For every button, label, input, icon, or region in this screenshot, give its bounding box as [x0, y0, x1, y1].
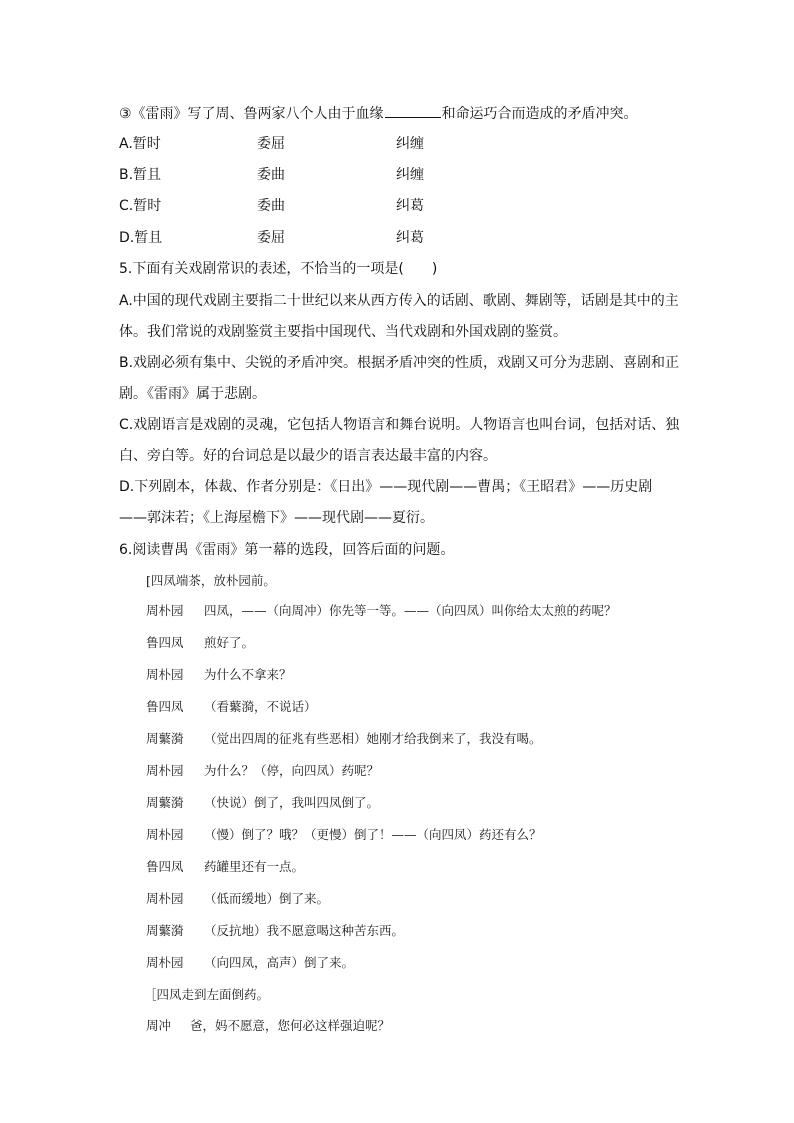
fill-blank	[385, 103, 441, 118]
option-label: D.暂且	[119, 230, 163, 246]
q5-line: C.戏剧语言是戏剧的灵魂，它包括人物语言和舞台说明。人物语言也叫台词，包括对话、独	[119, 417, 680, 433]
stage-direction: [四凤端茶，放朴园前。	[146, 573, 276, 588]
speech: 为什么不拿来？	[204, 667, 292, 682]
option-word-2: 委曲	[257, 167, 285, 183]
q3-stem-before: ③《雷雨》写了周、鲁两家八个人由于血缘	[119, 106, 384, 122]
option-word-2: 委曲	[257, 198, 285, 214]
speech: 药罐里还有一点。	[204, 859, 305, 874]
speaker: 周朴园	[146, 603, 184, 618]
option-word-2: 委屈	[257, 136, 285, 152]
speaker: 周朴园	[146, 827, 184, 842]
speech: （看蘩漪，不说话）	[204, 699, 317, 714]
dialogue-line	[146, 762, 379, 780]
stage-direction: ［四凤走到左面倒药。	[144, 987, 270, 1002]
dialogue-line	[146, 890, 329, 908]
option-word-3: 纠葛	[396, 198, 424, 214]
speaker: 周冲	[146, 1018, 172, 1033]
speech: 为什么？（停，向四凤）药呢？	[204, 763, 380, 778]
dialogue-line	[146, 954, 354, 972]
speech: 四凤，——（向周冲）你先等一等。——（向四凤）叫你给太太煎的药呢？	[204, 603, 617, 618]
dialogue-line	[146, 602, 617, 620]
option-word-2: 委屈	[257, 230, 285, 246]
speech: （觉出四周的征兆有些恶相）她刚才给我倒来了，我没有喝。	[204, 731, 542, 746]
option-word-3: 纠葛	[396, 230, 424, 246]
dialogue-line	[146, 666, 292, 684]
question-6-stem: 6.阅读曹禺《雷雨》第一幕的选段，回答后面的问题。	[119, 542, 455, 558]
dialogue-line	[146, 634, 254, 652]
dialogue-line	[146, 794, 379, 812]
dialogue-line	[146, 858, 304, 876]
q3-stem-after: 和命运巧合而造成的矛盾冲突。	[441, 106, 638, 122]
q5-line: 体。我们常说的戏剧鉴赏主要指中国现代、当代戏剧和外国戏剧的鉴赏。	[119, 324, 567, 340]
speaker: 周蘩漪	[146, 731, 184, 746]
q5-line: A.中国的现代戏剧主要指二十世纪以来从西方传入的话剧、歌剧、舞剧等，话剧是其中的主	[119, 293, 679, 309]
q5-line: 剧。《雷雨》属于悲剧。	[119, 386, 266, 402]
speaker: 周朴园	[146, 667, 184, 682]
dialogue-line	[146, 922, 404, 940]
speaker: 鲁四凤	[146, 699, 184, 714]
question-5-stem: 5.下面有关戏剧常识的表述，不恰当的一项是( )	[119, 261, 438, 277]
speech: 煎好了。	[204, 635, 255, 650]
speech: 爸，妈不愿意，您何必这样强迫呢？	[190, 1018, 391, 1033]
speaker: 周朴园	[146, 891, 184, 906]
dialogue-line	[146, 730, 542, 748]
speaker: 鲁四凤	[146, 859, 184, 874]
q5-line: B.戏剧必须有集中、尖锐的矛盾冲突。根据矛盾冲突的性质，戏剧又可分为悲剧、喜剧和正	[119, 355, 680, 371]
dialogue-line	[146, 698, 317, 716]
q5-line: 白、旁白等。好的台词总是以最少的语言表达最丰富的内容。	[119, 448, 497, 464]
question-3-stem	[119, 103, 676, 124]
option-label: C.暂时	[119, 198, 162, 214]
speech: （反抗地）我不愿意喝这种苦东西。	[204, 923, 405, 938]
option-label: A.暂时	[119, 136, 161, 152]
speech: （慢）倒了？哦？（更慢）倒了！——（向四凤）药还有么？	[204, 827, 542, 842]
speaker: 周蘩漪	[146, 923, 184, 938]
speaker: 周朴园	[146, 955, 184, 970]
q5-line: D.下列剧本，体裁、作者分别是：《日出》——现代剧——曹禺；《王昭君》——历史剧	[119, 479, 653, 495]
q5-line: ——郭沫若；《上海屋檐下》——现代剧——夏衍。	[119, 510, 434, 526]
speaker: 周朴园	[146, 763, 184, 778]
speech: （快说）倒了，我叫四凤倒了。	[204, 795, 380, 810]
dialogue-line	[146, 826, 542, 844]
speaker: 鲁四凤	[146, 635, 184, 650]
dialogue-line	[146, 1017, 390, 1035]
speech: （低而缓地）倒了来。	[204, 891, 330, 906]
option-label: B.暂且	[119, 167, 162, 183]
speaker: 周蘩漪	[146, 795, 184, 810]
speech: （向四凤，高声）倒了来。	[204, 955, 355, 970]
option-word-3: 纠缠	[396, 167, 424, 183]
option-word-3: 纠缠	[396, 136, 424, 152]
